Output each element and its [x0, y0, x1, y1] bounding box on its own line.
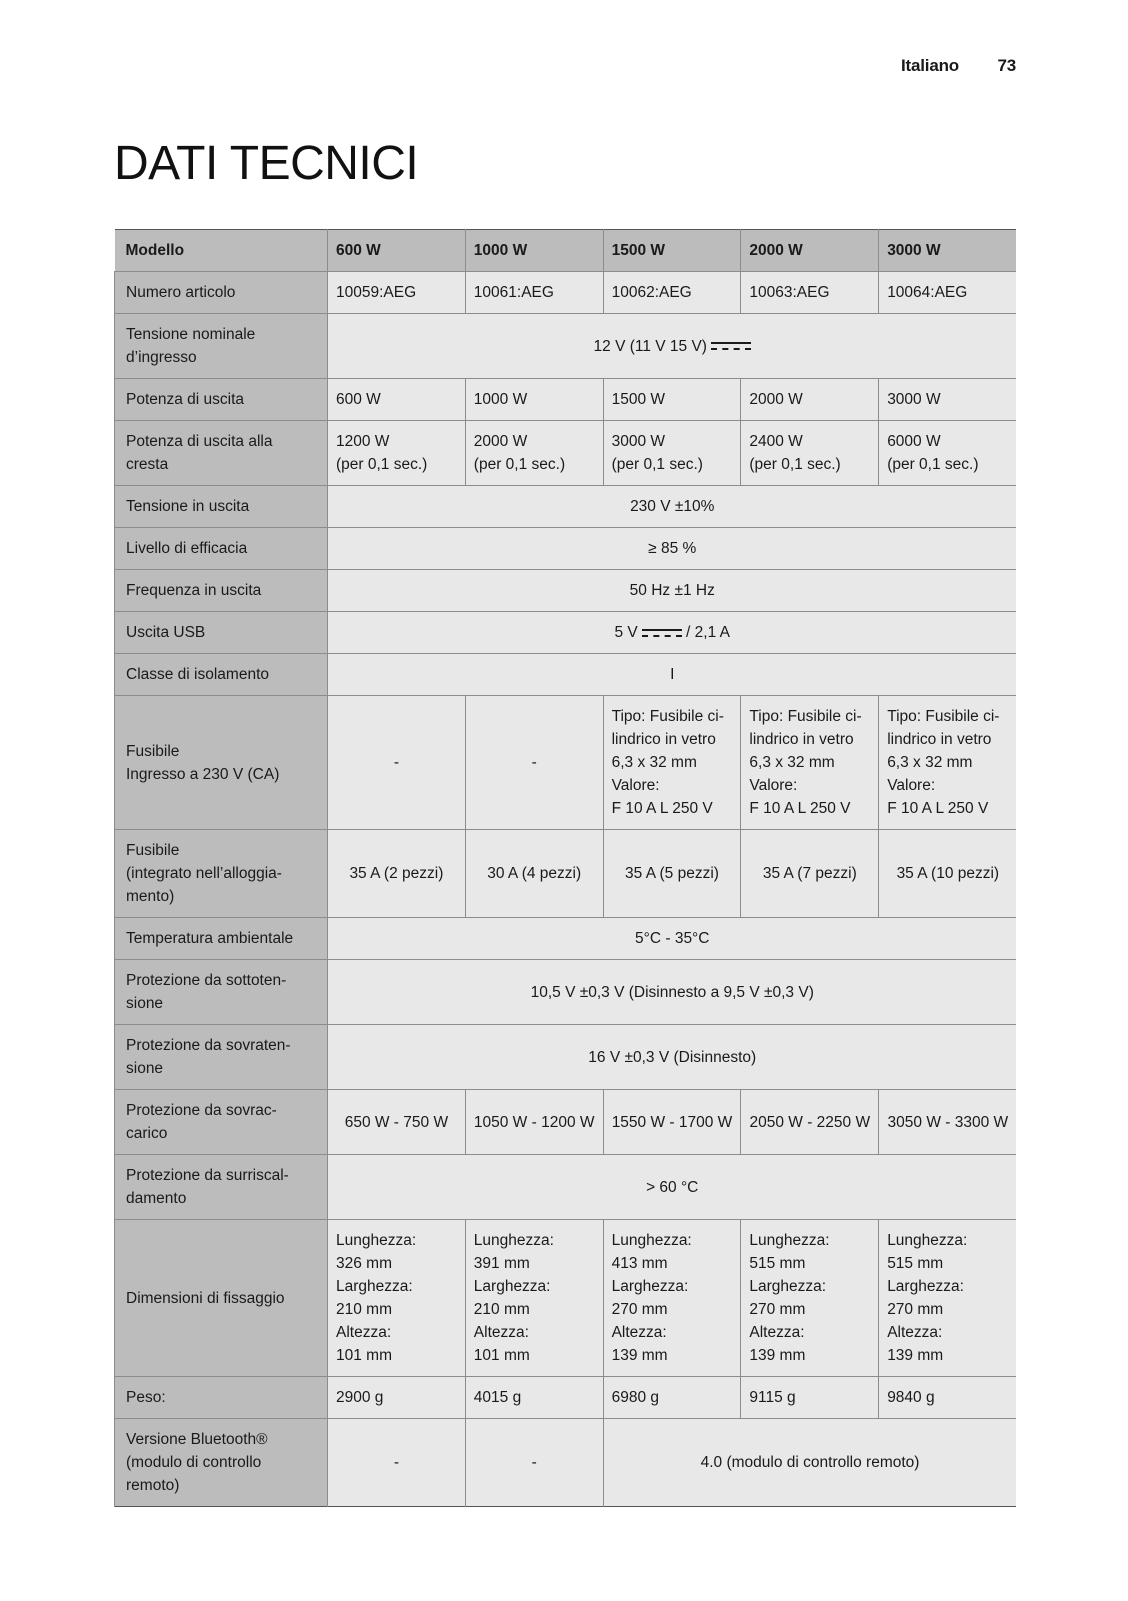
table-cell: 2000 W (per 0,1 sec.)	[465, 421, 603, 486]
table-cell: Tipo: Fusibile ci- lindrico in vetro 6,3 x 32 mm Valore: F 10 A L 250 V	[603, 696, 741, 830]
table-row	[115, 314, 1017, 379]
column-header: 600 W	[328, 230, 466, 272]
table-cell: > 60 °C	[328, 1155, 1017, 1220]
cell-text: 5 V	[614, 624, 638, 641]
table-row	[115, 570, 1017, 612]
table-cell: 1550 W - 1700 W	[603, 1090, 741, 1155]
table-cell: 3000 W	[879, 379, 1017, 421]
table-row	[115, 830, 1017, 918]
column-header: 1000 W	[465, 230, 603, 272]
table-cell: 6980 g	[603, 1377, 741, 1419]
row-label: Fusibile (integrato nell’alloggia- mento)	[115, 830, 328, 918]
table-cell: 1000 W	[465, 379, 603, 421]
table-cell: 2400 W (per 0,1 sec.)	[741, 421, 879, 486]
tech-specs-table	[114, 229, 1016, 1507]
row-label: Tensione in uscita	[115, 486, 328, 528]
row-label: Protezione da sovrac- carico	[115, 1090, 328, 1155]
row-label: Uscita USB	[115, 612, 328, 654]
table-cell: Lunghezza: 326 mm Larghezza: 210 mm Altezza: 101 mm	[328, 1220, 466, 1377]
table-cell: Tipo: Fusibile ci- lindrico in vetro 6,3 x 32 mm Valore: F 10 A L 250 V	[741, 696, 879, 830]
page-title: DATI TECNICI	[114, 137, 419, 190]
table-cell: -	[328, 1419, 466, 1507]
table-cell: 6000 W (per 0,1 sec.)	[879, 421, 1017, 486]
table-cell: 10061:AEG	[465, 272, 603, 314]
cell-text: 12 V (11 V 15 V)	[593, 337, 707, 355]
row-label: Protezione da surriscal- damento	[115, 1155, 328, 1220]
table-cell: 30 A (4 pezzi)	[465, 830, 603, 918]
cell-text: / 2,1 A	[686, 624, 730, 641]
table-row	[115, 272, 1017, 314]
table-cell: 10064:AEG	[879, 272, 1017, 314]
column-header: 3000 W	[879, 230, 1017, 272]
table-cell: 1050 W - 1200 W	[465, 1090, 603, 1155]
row-label: Protezione da sottoten- sione	[115, 960, 328, 1025]
table-cell: 10062:AEG	[603, 272, 741, 314]
row-label: Numero articolo	[115, 272, 328, 314]
table-row	[115, 1419, 1017, 1507]
table-row	[115, 1090, 1017, 1155]
table-row	[115, 421, 1017, 486]
row-label: Protezione da sovraten- sione	[115, 1025, 328, 1090]
table-row	[115, 960, 1017, 1025]
row-label: Versione Bluetooth® (modulo di controllo remoto)	[115, 1419, 328, 1507]
table-cell: 10059:AEG	[328, 272, 466, 314]
table-cell: 600 W	[328, 379, 466, 421]
table-row	[115, 1377, 1017, 1419]
table-cell: 35 A (5 pezzi)	[603, 830, 741, 918]
row-label: Fusibile Ingresso a 230 V (CA)	[115, 696, 328, 830]
page-number: 73	[997, 56, 1016, 75]
column-header: 2000 W	[741, 230, 879, 272]
column-header: 1500 W	[603, 230, 741, 272]
row-label: Peso:	[115, 1377, 328, 1419]
table-row	[115, 612, 1017, 654]
table-cell: 3050 W - 3300 W	[879, 1090, 1017, 1155]
table-cell: 2000 W	[741, 379, 879, 421]
column-header: Modello	[115, 230, 328, 272]
row-label: Potenza di uscita alla cresta	[115, 421, 328, 486]
table-row	[115, 1220, 1017, 1377]
row-label: Tensione nominale d’ingresso	[115, 314, 328, 379]
table-cell: 1200 W (per 0,1 sec.)	[328, 421, 466, 486]
table-cell	[328, 612, 1017, 654]
table-cell: 1500 W	[603, 379, 741, 421]
table-cell: -	[465, 1419, 603, 1507]
table-row	[115, 528, 1017, 570]
row-label: Classe di isolamento	[115, 654, 328, 696]
table-cell: Lunghezza: 515 mm Larghezza: 270 mm Altezza: 139 mm	[879, 1220, 1017, 1377]
row-label: Potenza di uscita	[115, 379, 328, 421]
table-row	[115, 1025, 1017, 1090]
table-cell: Lunghezza: 515 mm Larghezza: 270 mm Altezza: 139 mm	[741, 1220, 879, 1377]
table-cell: 10,5 V ±0,3 V (Disinnesto a 9,5 V ±0,3 V)	[328, 960, 1017, 1025]
table-cell: -	[328, 696, 466, 830]
table-cell: 650 W - 750 W	[328, 1090, 466, 1155]
table-row	[115, 918, 1017, 960]
table-cell: 5°C - 35°C	[328, 918, 1017, 960]
language-label: Italiano	[901, 56, 959, 75]
row-label: Temperatura ambientale	[115, 918, 328, 960]
table-row	[115, 654, 1017, 696]
table-cell: 9840 g	[879, 1377, 1017, 1419]
table-cell: 4015 g	[465, 1377, 603, 1419]
table-row	[115, 696, 1017, 830]
table-row	[115, 1155, 1017, 1220]
table-cell: ≥ 85 %	[328, 528, 1017, 570]
table-cell: 9115 g	[741, 1377, 879, 1419]
table-cell: I	[328, 654, 1017, 696]
table-cell: -	[465, 696, 603, 830]
table-cell: Lunghezza: 413 mm Larghezza: 270 mm Altezza: 139 mm	[603, 1220, 741, 1377]
table-cell: Tipo: Fusibile ci- lindrico in vetro 6,3 x 32 mm Valore: F 10 A L 250 V	[879, 696, 1017, 830]
table-cell	[328, 314, 1017, 379]
table-cell: Lunghezza: 391 mm Larghezza: 210 mm Altezza: 101 mm	[465, 1220, 603, 1377]
table-cell: 2900 g	[328, 1377, 466, 1419]
dc-current-icon	[711, 342, 751, 354]
table-cell: 35 A (2 pezzi)	[328, 830, 466, 918]
table-cell: 50 Hz ±1 Hz	[328, 570, 1017, 612]
table-row	[115, 379, 1017, 421]
row-label: Dimensioni di fissaggio	[115, 1220, 328, 1377]
table-cell: 35 A (10 pezzi)	[879, 830, 1017, 918]
table-row	[115, 486, 1017, 528]
table-header-row	[115, 230, 1017, 272]
table-cell: 16 V ±0,3 V (Disinnesto)	[328, 1025, 1017, 1090]
table-cell: 4.0 (modulo di controllo remoto)	[603, 1419, 1016, 1507]
row-label: Frequenza in uscita	[115, 570, 328, 612]
table-cell: 2050 W - 2250 W	[741, 1090, 879, 1155]
table-cell: 3000 W (per 0,1 sec.)	[603, 421, 741, 486]
table-cell: 230 V ±10%	[328, 486, 1017, 528]
table-cell: 35 A (7 pezzi)	[741, 830, 879, 918]
table-cell: 10063:AEG	[741, 272, 879, 314]
page-header	[901, 56, 1016, 76]
row-label: Livello di efficacia	[115, 528, 328, 570]
dc-current-icon	[642, 629, 682, 641]
